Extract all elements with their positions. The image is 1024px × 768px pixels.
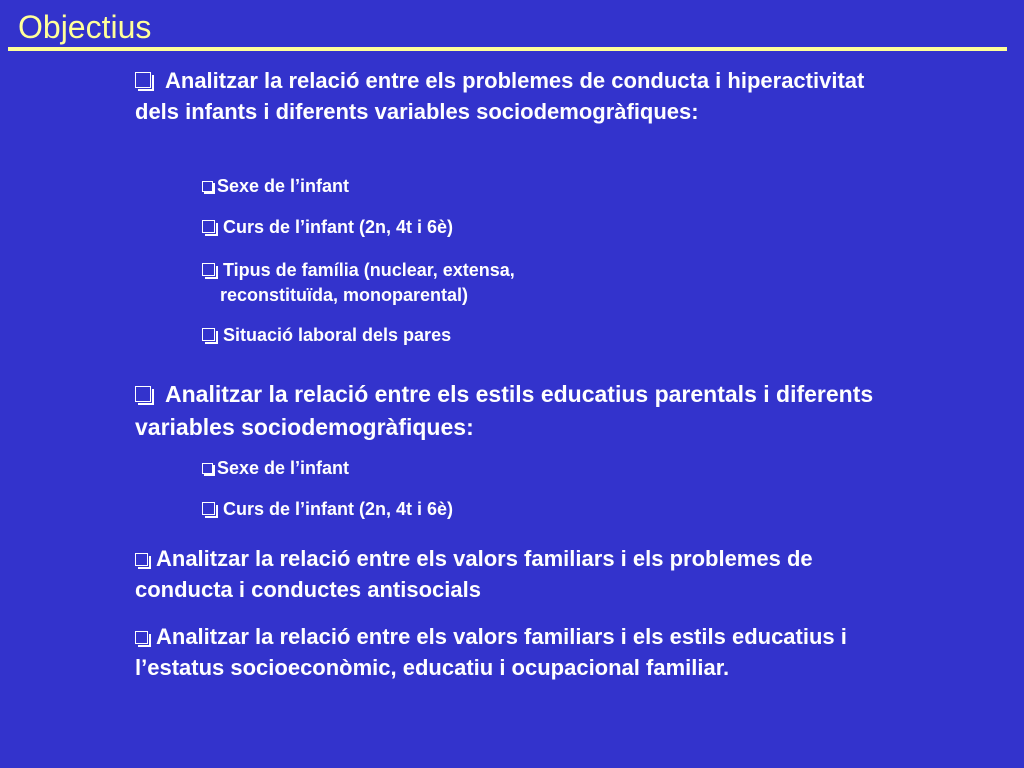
checkbox-bullet-icon xyxy=(202,328,215,341)
objective-1-text: Analitzar la relació entre els problemes de conducta i hiperactivitat dels infants i diferents variables sociodemogràfiques: xyxy=(135,68,865,124)
objective-4-text: Analitzar la relació entre els valors familiars i els estils educatius i l’estatus socioeconòmic, educatiu i ocupacional familiar. xyxy=(135,624,847,680)
checkbox-bullet-icon xyxy=(202,502,215,515)
objective-1 xyxy=(135,65,895,127)
objective-2-text: Analitzar la relació entre els estils educatius parentals i diferents variables sociodemogràfiques: xyxy=(135,381,874,440)
checkbox-bullet-icon xyxy=(135,631,148,644)
objective-2 xyxy=(135,378,895,444)
objective-1-subitem-2: Curs de l’infant (2n, 4t i 6è) xyxy=(202,216,662,239)
objective-1-subitem-1: Sexe de l’infant xyxy=(202,175,662,198)
objective-3 xyxy=(135,543,895,605)
objective-1-subitem-3-continued: reconstituïda, monoparental) xyxy=(220,285,469,305)
objective-2-subitem-2: Curs de l’infant (2n, 4t i 6è) xyxy=(202,498,662,521)
objective-4 xyxy=(135,621,895,683)
objective-2-subitem-1: Sexe de l’infant xyxy=(202,457,662,480)
checkbox-bullet-icon xyxy=(202,220,215,233)
slide-title: Objectius xyxy=(18,9,152,45)
objective-3-text: Analitzar la relació entre els valors familiars i els problemes de conducta i conductes antisocials xyxy=(135,546,813,602)
title-underline xyxy=(8,47,1007,51)
checkbox-bullet-icon xyxy=(135,72,151,88)
checkbox-bullet-icon xyxy=(135,386,151,402)
checkbox-bullet-icon xyxy=(202,181,213,192)
objective-1-subitem-3: Tipus de família (nuclear, extensa, xyxy=(202,259,662,282)
checkbox-bullet-icon xyxy=(135,553,148,566)
objective-1-subitem-4: Situació laboral dels pares xyxy=(202,324,662,347)
checkbox-bullet-icon xyxy=(202,463,213,474)
checkbox-bullet-icon xyxy=(202,263,215,276)
